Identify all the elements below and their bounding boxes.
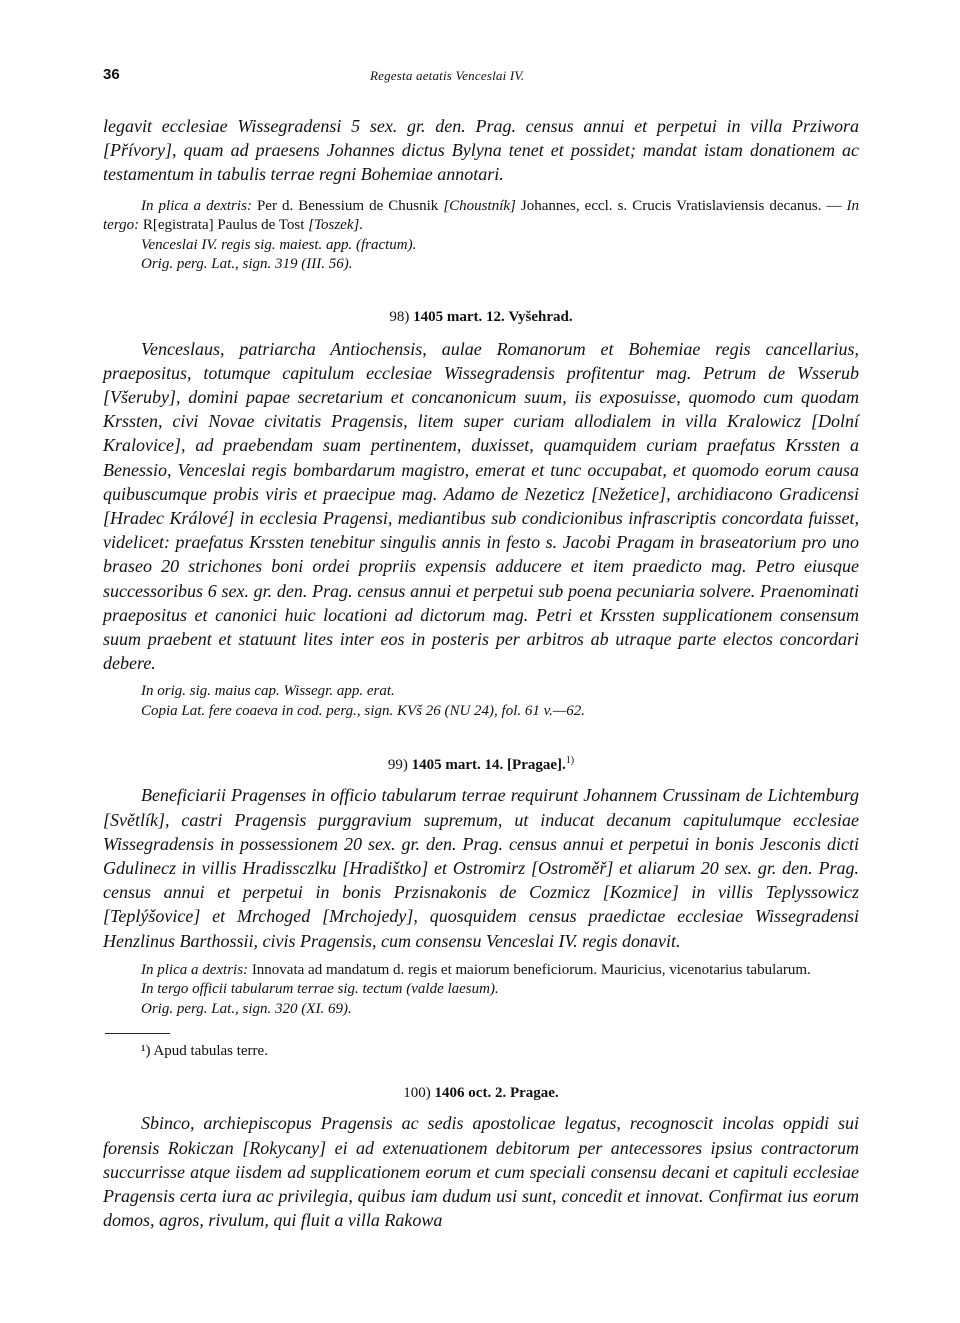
- tergo-label: In tergo:: [103, 197, 860, 234]
- entry-date: 1406 oct. 2.: [434, 1085, 507, 1102]
- plica-text: Per d. Benessium de Chusnik: [256, 197, 439, 214]
- regest-100: Sbinco, archiepiscopus Pragensis ac sedis apostolicae legatus, recognoscit incolas oppidi sui forensis Rokiczan [Rokycany] ei ad extenuationem debitorum per antecessores ipsius contractorum succurrisse atque iisdem ad supplicationem eorum et cum speciali consensu decani et capituli ecclesiae Pragensis certa iura ac privilegia, quibus iam dudum usi sunt, concedit et innovat. Confirmat ius eorum domos, agros, rivulum, qui fluit a villa Rakowa: [103, 1113, 859, 1231]
- plica-note: [103, 197, 859, 236]
- page-number: 36: [103, 66, 120, 83]
- plica-label: In plica a dextris:: [141, 961, 249, 978]
- entry-place: [Pragae].: [507, 757, 566, 774]
- entry-place: Pragae.: [509, 1085, 559, 1102]
- entry-heading-99: [103, 751, 859, 775]
- tergo-text: R[egistrata] Paulus de Tost: [142, 217, 305, 234]
- entry-number: 100): [403, 1085, 431, 1102]
- footnote: ¹) Apud tabulas terre.: [141, 1043, 268, 1060]
- tergo-note-99: In tergo officii tabularum terrae sig. tectum (valde laesum).: [141, 981, 499, 998]
- entry-heading-100: [103, 1083, 859, 1103]
- orig-note: Orig. perg. Lat., sign. 319 (III. 56).: [141, 256, 353, 273]
- note-98-copy: Copia Lat. fere coaeva in cod. perg., sign. KVš 26 (NU 24), fol. 61 v.—62.: [141, 702, 585, 719]
- document-page: [103, 62, 859, 1232]
- note-98-seal: In orig. sig. maius cap. Wissegr. app. erat.: [141, 683, 395, 700]
- seal-note: Venceslai IV. regis sig. maiest. app. (fractum).: [141, 236, 417, 253]
- footnote-rule: [105, 1033, 170, 1034]
- tergo-place: [Toszek].: [308, 217, 364, 234]
- plica-place: [Choustník]: [443, 197, 516, 214]
- footnote-marker: 1): [565, 755, 575, 767]
- orig-note-99: Orig. perg. Lat., sign. 320 (XI. 69).: [141, 1000, 352, 1017]
- regest-continuation: legavit ecclesiae Wissegradensi 5 sex. gr. den. Prag. census annui et perpetui in villa Prziwora [Přívory], quam ad praesens Johannes dictus Bylyna tenet et possidet; mandat istam donationem ac testamentum in tabulis terrae regni Bohemiae annotari.: [103, 116, 859, 185]
- regest-99: Beneficiarii Pragenses in officio tabularum terrae requirunt Johannem Crussinam de Lichtemburg [Světlík], castri Pragensis purggravium supremum, ut inducat decanum capitulumque ecclesiae Wissegradensis in possessionem 20 sex. gr. den. Prag. census annui et perpetui in bonis Jesconis dicti Gdulinecz in villis Hradissczlku [Hradištko] et Ostromirz [Ostroměř] et aliarum 20 sex. gr. den. Prag. census annui et perpetui in bonis Przisnakonis de Cozmicz [Kozmice] in villis Teplyssowicz [Teplýšovice] et Mrchoged [Mrchojedy], quosquidem census praedictae ecclesiae Wissegradensi Henzlinus Barthossii, civis Pragensis, cum consensu Venceslai IV. regis donavit.: [103, 785, 859, 951]
- entry-date: 1405 mart. 14.: [411, 757, 504, 774]
- entry-date: 1405 mart. 12.: [413, 308, 505, 325]
- plica-note-99: [103, 961, 859, 981]
- entry-number: 99): [387, 757, 408, 774]
- regest-98: Venceslaus, patriarcha Antiochensis, aulae Romanorum et Bohemiae regis cancellarius, praepositus, totumque capitulum ecclesiae Wissegradensis profitentur mag. Petrum de Wsserub [Všeruby], domini papae secretarium et concanonicum suum, iis exposuisse, quomodo cum quodam Krssten, civi Novae civitatis Pragensis, litem super curiam allodialem in villa Kralowicz [Dolní Kralovice], ad praebendam suam pertinentem, duxisset, quamquidem curiam praefatus Krssten a Benessio, Venceslai regis bombardarum magistro, emerat et tunc occupabat, et quomodo eorum causa quibuscumque probis viris et praecipue mag. Adamo de Nezeticz [Nežetice], archidiacono Gradicensi [Hradec Králové] in ecclesia Pragensi, mediantibus sub condicionibus infrascriptis concordata fuisset, videlicet: praefatus Krssten tenebitur singulis annis in festo s. Jacobi Pragam in braseatorium pro uno braseo 20 strichones boni ordei propriis expensis adducere et item praedicto mag. Petro eiusque successoribus 6 sex. gr. den. Prag. census annui et perpetui sub poena pecuniaria solvere. Praenominati praepositus et canonici huic locationi ad dictorum mag. Petri et Krssten supplicationem consensum suum praebent et statuunt lites inter eos in posteris per arbitros ab utraque parte electos concordari debere.: [103, 338, 859, 674]
- plica-text-2: Johannes, eccl. s. Crucis Vratislaviensis decanus. —: [520, 197, 842, 214]
- plica-label: In plica a dextris:: [141, 197, 252, 214]
- plica-text: Innovata ad mandatum d. regis et maiorum beneficiorum. Mauricius, vicenotarius tabularum.: [251, 961, 811, 978]
- running-head: [103, 62, 859, 86]
- running-title: Regesta aetatis Venceslai IV.: [370, 68, 525, 83]
- entry-heading-98: [103, 307, 859, 327]
- entry-place: Vyšehrad.: [508, 308, 573, 325]
- entry-number: 98): [389, 308, 410, 325]
